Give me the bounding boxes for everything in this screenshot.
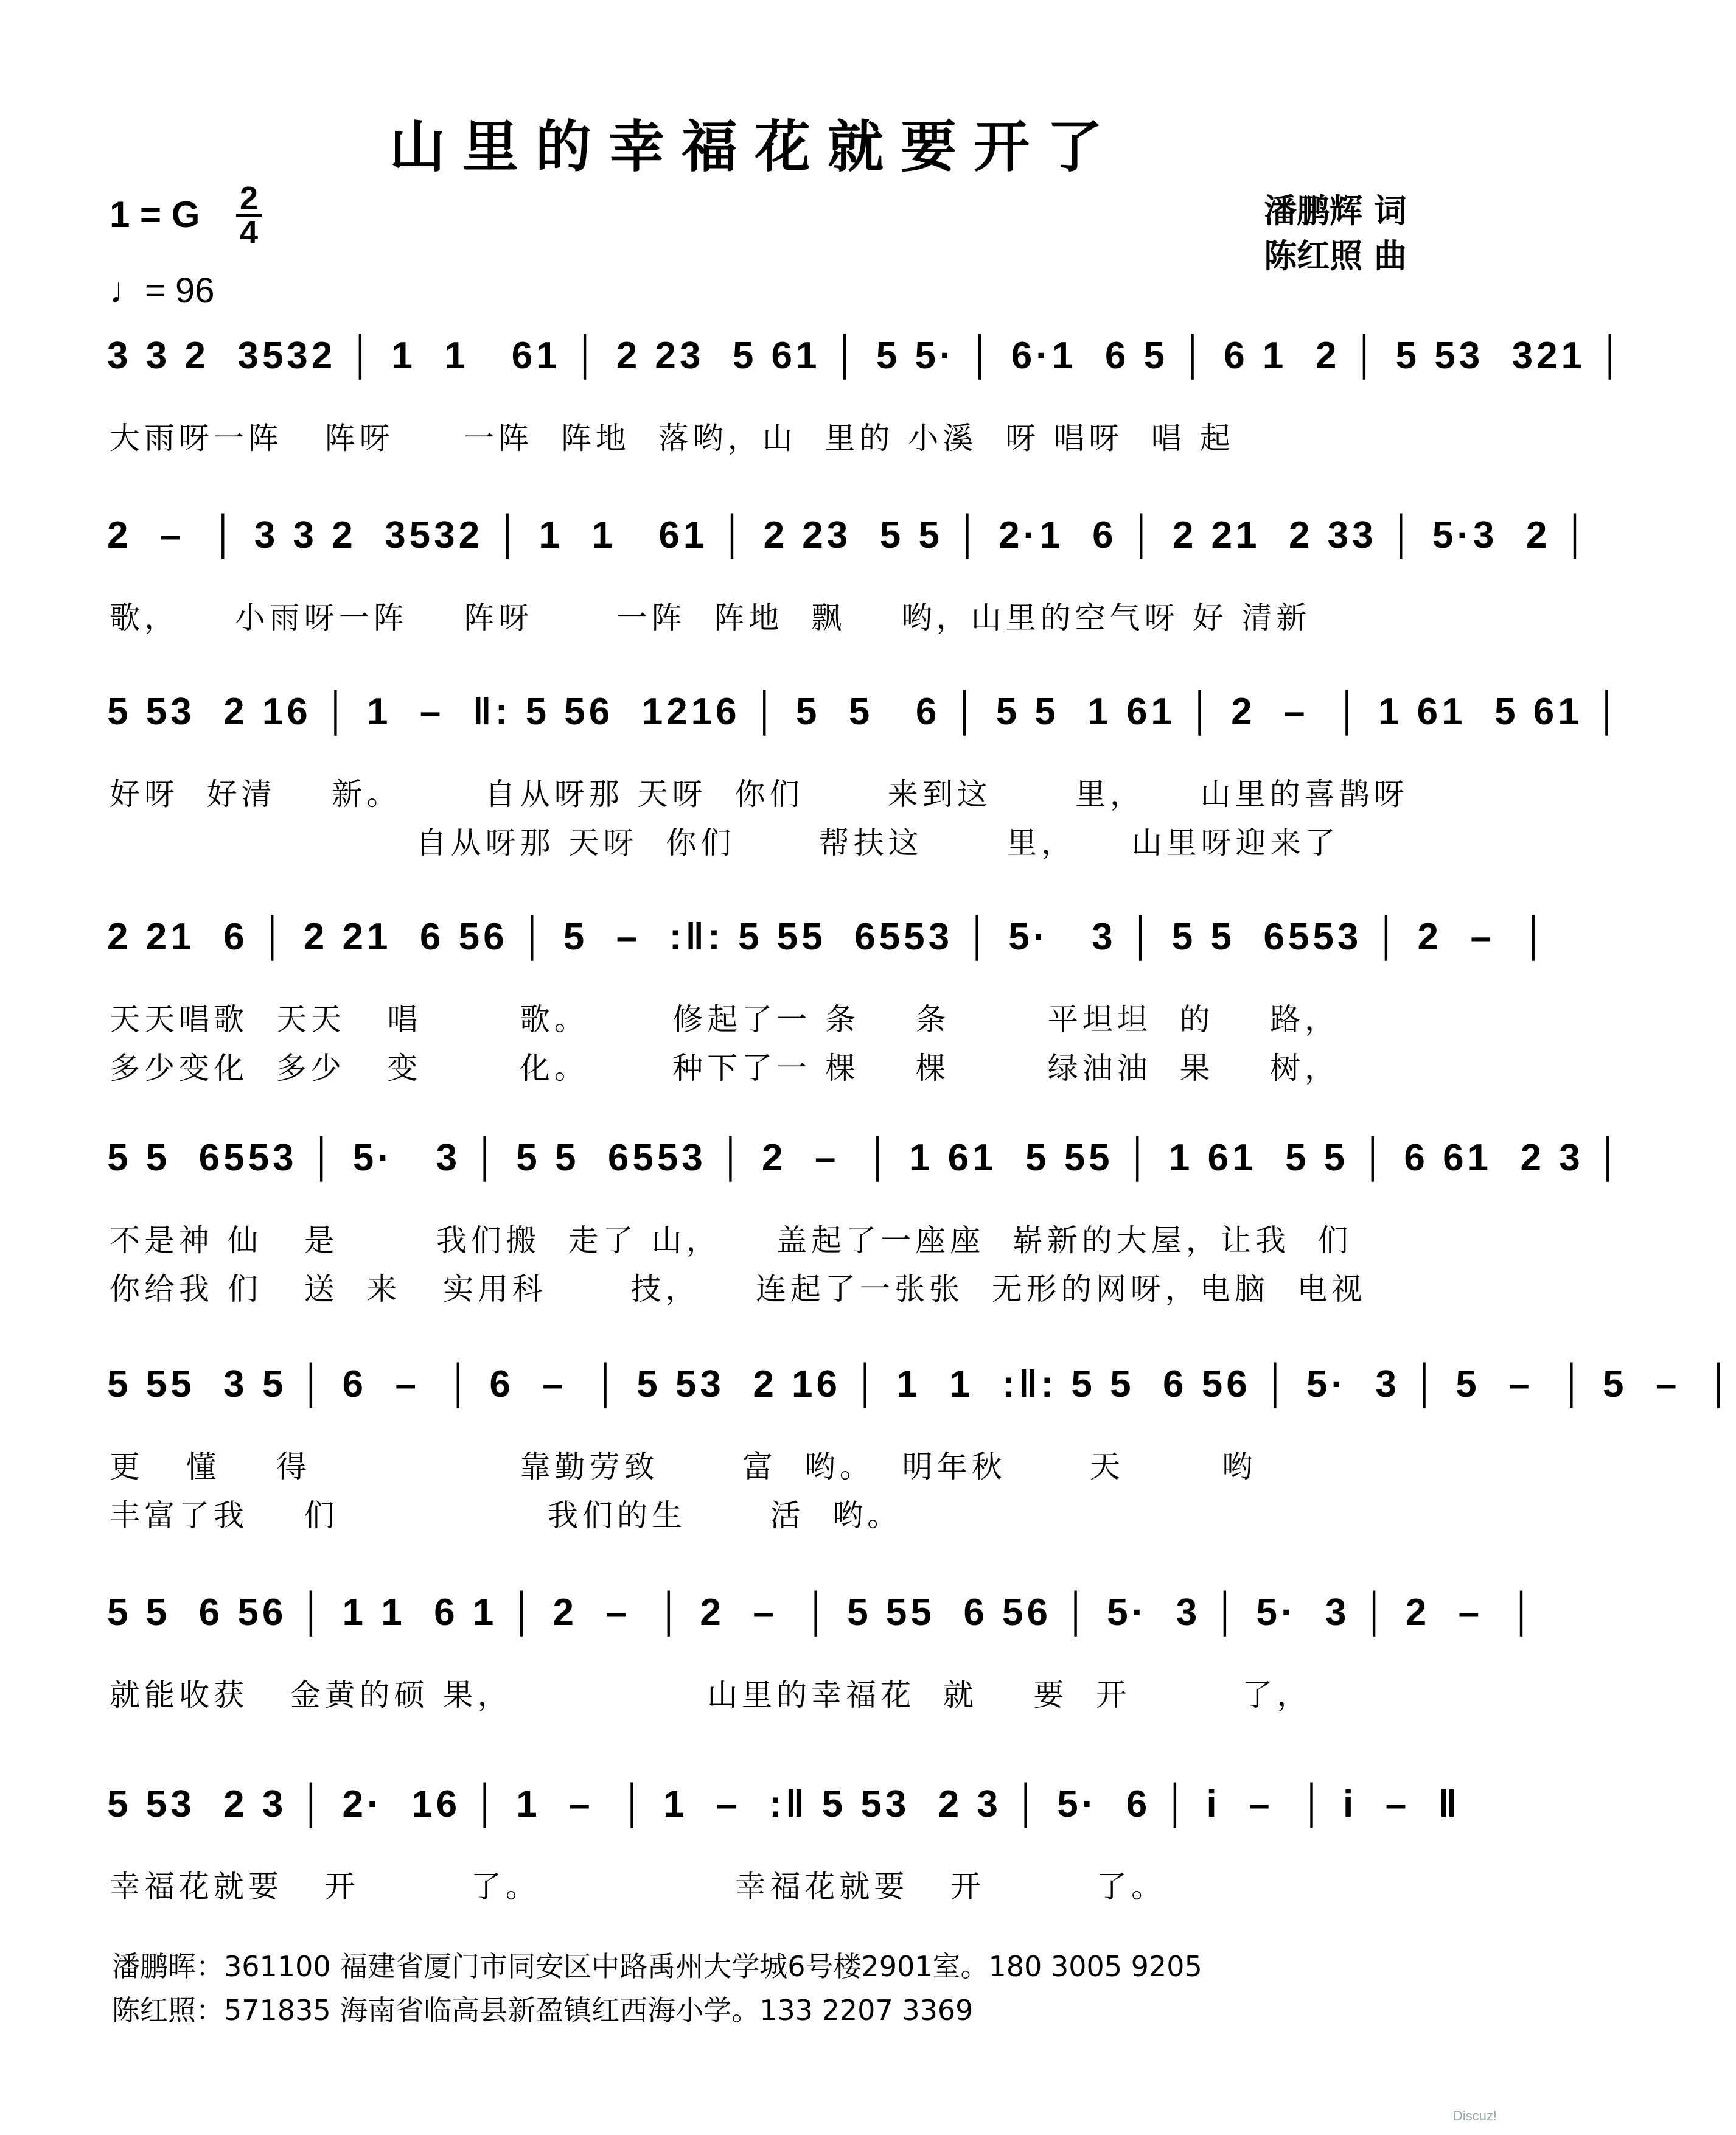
lyrics-verse-2: 丰富了我 们 我们的生 活 哟。 — [110, 1498, 902, 1533]
notation-line: 2 21 6 │ 2 21 6 56 │ 5 – :‖: 5 55 6553 │ 5· 3 │ 5 5 6553 │ 2 – │ — [107, 916, 1551, 958]
lyrics-verse-1: 好呀 好清 新。 自从呀那 天呀 你们 来到这 里， 山里的喜鹊呀 — [110, 777, 1409, 812]
notation-line: 5 5 6553 │ 5· 3 │ 5 5 6553 │ 2 – │ 1 61 5 55 │ 1 61 5 5 │ 6 61 2 3 │ — [107, 1137, 1625, 1179]
composer-contact: 陈红照：571835 海南省临高县新盈镇红西海小学。133 2207 3369 — [112, 1994, 974, 2027]
song-title: 山里的幸福花就要开了 — [389, 114, 1120, 180]
lyrics-verse-1: 幸福花就要 开 了。 幸福花就要 开 了。 — [110, 1869, 1166, 1904]
lyricist-contact: 潘鹏晖：361100 福建省厦门市同安区中路禹州大学城6号楼2901室。180 3005 9205 — [112, 1950, 1202, 1983]
lyrics-verse-1: 就能收获 金黄的硕 果， 山里的幸福花 就 要 开 了， — [110, 1677, 1312, 1713]
time-signature-bottom: 4 — [239, 214, 259, 251]
lyrics-verse-1: 不是神 仙 是 我们搬 走了 山， 盖起了一座座 崭新的大屋，让我 们 — [110, 1223, 1353, 1258]
notation-line: 5 5 6 56 │ 1 1 6 1 │ 2 – │ 2 – │ 5 55 6 56 │ 5· 3 │ 5· 3 │ 2 – │ — [107, 1592, 1539, 1634]
notation-line: 5 53 2 16 │ 1 – ‖: 5 56 1216 │ 5 5 6 │ 5 5 1 61 │ 2 – │ 1 61 5 61 │ — [107, 691, 1624, 733]
watermark: Discuz! — [1452, 2108, 1497, 2123]
time-signature-top: 2 — [239, 180, 259, 217]
credits — [1264, 189, 1407, 279]
tempo-marking: ♩= 96 — [110, 271, 215, 310]
lyrics-verse-1: 大雨呀一阵 阵呀 一阵 阵地 落哟，山 里的 小溪 呀 唱呀 唱 起 — [110, 421, 1235, 456]
composer: 陈红照 曲 — [1264, 237, 1407, 275]
contact-footer — [112, 1945, 1202, 2032]
notation-line: 5 55 3 5 │ 6 – │ 6 – │ 5 53 2 16 │ 1 1 :‖: 5 5 6 56 │ 5· 3 │ 5 – │ 5 – │ — [107, 1363, 1736, 1405]
lyrics-verse-2: 自从呀那 天呀 你们 帮扶这 里， 山里呀迎来了 — [110, 825, 1340, 861]
lyrics-verse-1: 天天唱歌 天天 唱 歌。 修起了一 条 条 平坦坦 的 路， — [110, 1002, 1340, 1037]
lyrics-verse-2: 你给我 们 送 来 实用科 技， 连起了一张张 无形的网呀，电脑 电视 — [110, 1271, 1367, 1307]
notation-line: 5 53 2 3 │ 2· 16 │ 1 – │ 1 – :‖ 5 53 2 3 │ 5· 6 │ i – │ i – ‖ — [107, 1783, 1461, 1825]
time-signature — [234, 180, 264, 251]
notation-line: 2 – │ 3 3 2 3532 │ 1 1 61 │ 2 23 5 5 │ 2·1 6 │ 2 21 2 33 │ 5·3 2 │ — [107, 514, 1592, 556]
lyrics-verse-2: 多少变化 多少 变 化。 种下了一 棵 棵 绿油油 果 树， — [110, 1050, 1340, 1086]
lyrics-verse-1: 歌， 小雨呀一阵 阵呀 一阵 阵地 飘 哟，山里的空气呀 好 清新 — [110, 600, 1311, 635]
lyricist: 潘鹏辉 词 — [1264, 192, 1407, 230]
lyrics-verse-1: 更 懂 得 靠勤劳致 富 哟。 明年秋 天 哟 — [110, 1449, 1257, 1484]
notation-line: 3 3 2 3532 │ 1 1 61 │ 2 23 5 61 │ 5 5· │ 6·1 6 5 │ 6 1 2 │ 5 53 321 │ — [107, 335, 1628, 377]
key-signature: 1 = G — [110, 194, 200, 235]
